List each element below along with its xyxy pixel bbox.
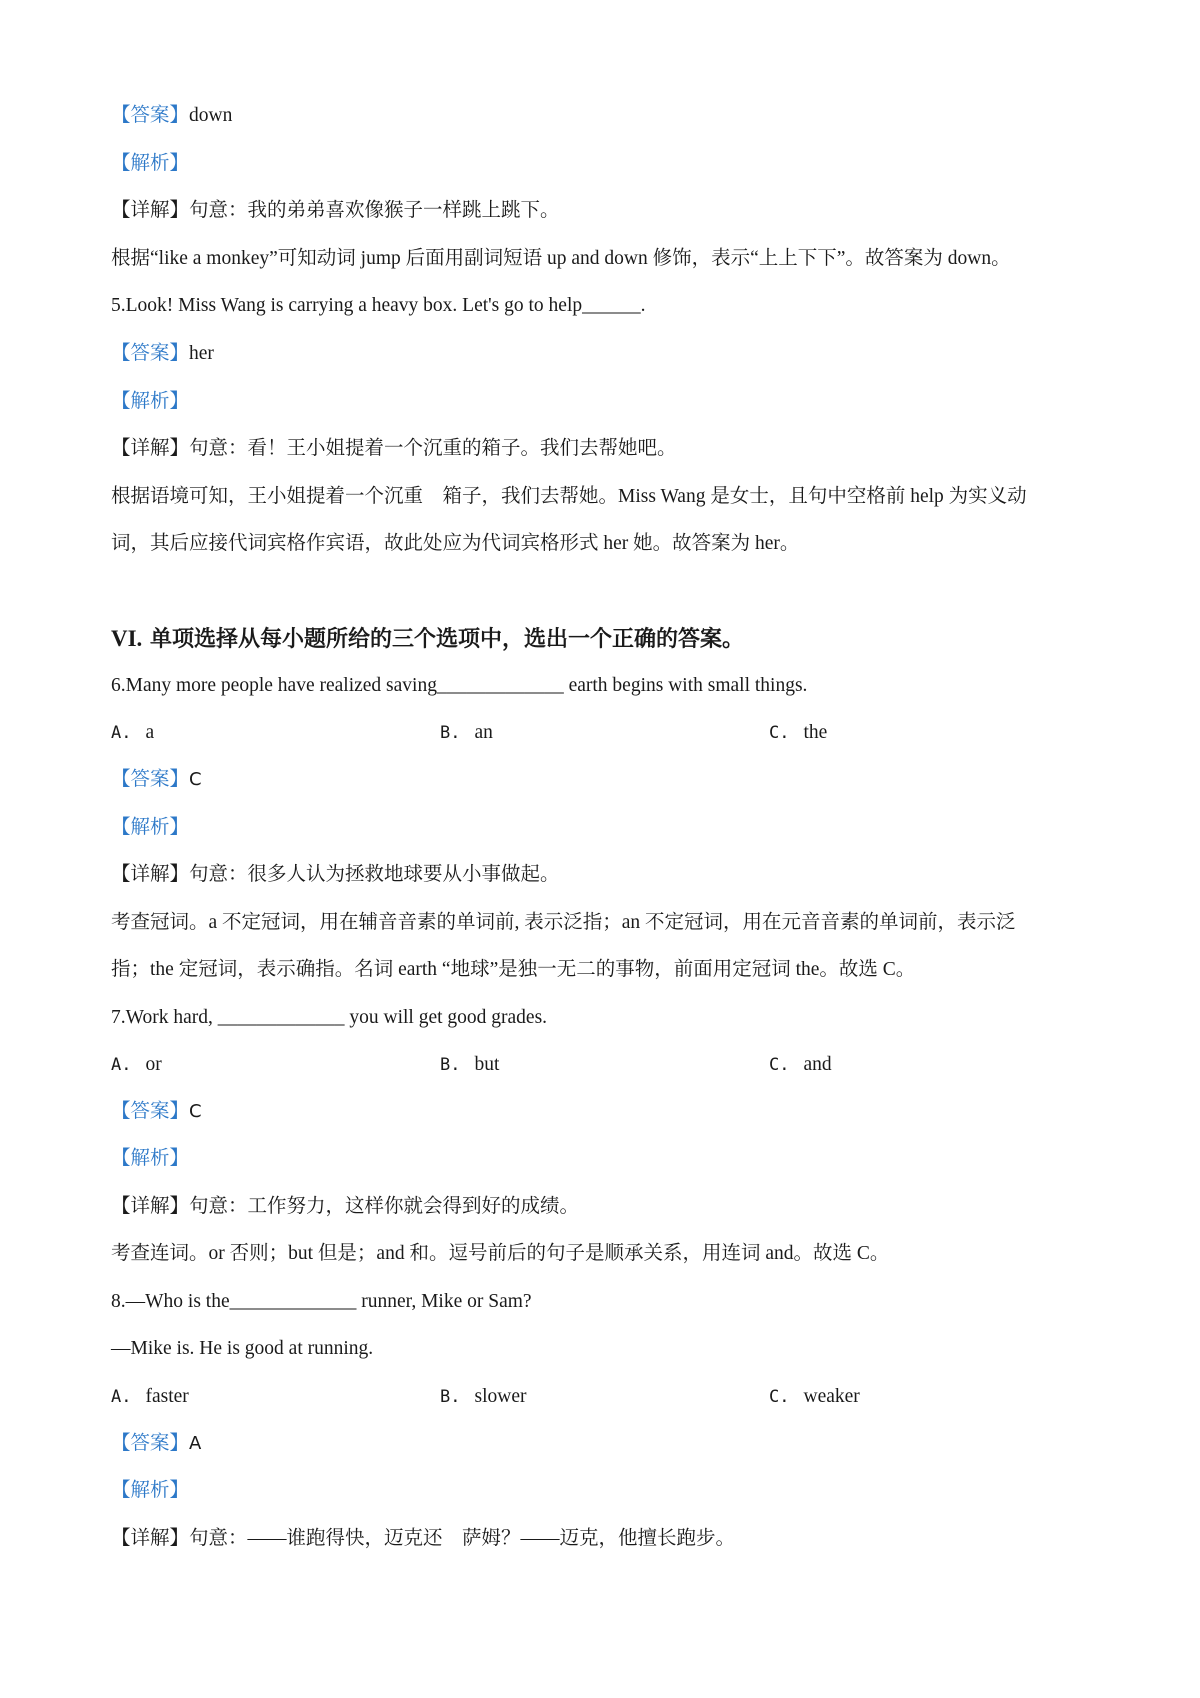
q5-detail: 句意：看！王小姐提着一个沉重的箱子。我们去帮她吧。 <box>189 438 677 459</box>
analysis-tag: 【解析】 <box>111 153 190 174</box>
q8-option-a: A. faster <box>111 1386 189 1407</box>
answer-tag: 【答案】 <box>111 769 190 790</box>
analysis-tag: 【解析】 <box>111 1480 190 1501</box>
q7-option-c: C. and <box>769 1054 832 1075</box>
q8-detail: 句意：——谁跑得快，迈克还 萨姆？——迈克，他擅长跑步。 <box>189 1528 736 1549</box>
q6-detail-line <box>111 861 560 889</box>
answer-tag: 【答案】 <box>111 105 190 126</box>
q7-explanation: 考查连词。or 否则；but 但是；and 和。逗号前后的句子是顺承关系，用连词 and。故选 C。 <box>111 1243 890 1264</box>
q6-question: 6.Many more people have realized saving_____________ earth begins with small things. <box>111 675 808 696</box>
q5-detail-line <box>111 435 677 463</box>
analysis-tag: 【解析】 <box>111 391 190 412</box>
q4-analysis-line <box>111 150 189 178</box>
q7-question: 7.Work hard, _____________ you will get good grades. <box>111 1007 548 1028</box>
q4-detail: 句意：我的弟弟喜欢像猴子一样跳上跳下。 <box>189 200 560 221</box>
q6-option-c: C. the <box>769 722 828 743</box>
analysis-tag: 【解析】 <box>111 1148 190 1169</box>
detail-tag: 【详解】 <box>111 1528 190 1549</box>
q6-detail: 句意：很多人认为拯救地球要从小事做起。 <box>189 864 560 885</box>
section-number: VI. <box>111 626 143 651</box>
analysis-tag: 【解析】 <box>111 817 190 838</box>
q4-answer: down <box>189 105 233 126</box>
q5-answer-line <box>111 340 214 368</box>
q7-analysis-line <box>111 1145 189 1173</box>
q4-explanation: 根据“like a monkey”可知动词 jump 后面用副词短语 up and down 修饰，表示“上上下下”。故答案为 down。 <box>111 248 1011 269</box>
q7-options <box>111 1051 1101 1079</box>
q5-analysis-line <box>111 388 189 416</box>
answer-tag: 【答案】 <box>111 1433 190 1454</box>
q8-option-b: B. slower <box>440 1386 527 1407</box>
q6-analysis-line <box>111 814 189 842</box>
q6-options <box>111 719 1101 747</box>
q8-answer-line <box>111 1430 201 1458</box>
q8-options <box>111 1383 1101 1411</box>
q8-question-2: —Mike is. He is good at running. <box>111 1338 374 1359</box>
q7-answer: C <box>189 1101 202 1122</box>
q7-detail: 句意：工作努力，这样你就会得到好的成绩。 <box>189 1196 580 1217</box>
q7-answer-line <box>111 1098 202 1126</box>
q5-explanation-2: 词，其后应接代词宾格作宾语，故此处应为代词宾格形式 her 她。故答案为 her。 <box>111 533 800 554</box>
q6-answer-line <box>111 766 202 794</box>
q6-explanation-1: 考查冠词。a 不定冠词，用在辅音音素的单词前, 表示泛指；an 不定冠词，用在元音音素的单词前，表示泛 <box>111 912 1016 933</box>
q6-option-a: A. a <box>111 722 155 743</box>
section-heading <box>111 624 744 655</box>
q7-option-a: A. or <box>111 1054 162 1075</box>
q7-detail-line <box>111 1193 579 1221</box>
q8-analysis-line <box>111 1477 189 1505</box>
q8-detail-line <box>111 1525 735 1553</box>
q5-explanation-1: 根据语境可知，王小姐提着一个沉重 箱子，我们去帮她。Miss Wang 是女士，且句中空格前 help 为实义动 <box>111 486 1027 507</box>
detail-tag: 【详解】 <box>111 864 190 885</box>
q7-option-b: B. but <box>440 1054 500 1075</box>
section-title: 单项选择从每小题所给的三个选项中，选出一个正确的答案。 <box>142 627 744 652</box>
detail-tag: 【详解】 <box>111 438 190 459</box>
detail-tag: 【详解】 <box>111 1196 190 1217</box>
q5-question: 5.Look! Miss Wang is carrying a heavy box. Let's go to help______. <box>111 295 646 316</box>
q4-detail-line <box>111 197 560 225</box>
answer-tag: 【答案】 <box>111 343 190 364</box>
q8-answer: A <box>189 1433 202 1454</box>
detail-tag: 【详解】 <box>111 200 190 221</box>
q4-answer-line <box>111 102 232 130</box>
answer-tag: 【答案】 <box>111 1101 190 1122</box>
q5-answer: her <box>189 343 214 364</box>
q8-option-c: C. weaker <box>769 1386 860 1407</box>
q6-answer: C <box>189 769 202 790</box>
q8-question-1: 8.—Who is the_____________ runner, Mike or Sam? <box>111 1291 532 1312</box>
q6-explanation-2: 指；the 定冠词，表示确指。名词 earth “地球”是独一无二的事物，前面用定冠词 the。故选 C。 <box>111 959 916 980</box>
q6-option-b: B. an <box>440 722 493 743</box>
